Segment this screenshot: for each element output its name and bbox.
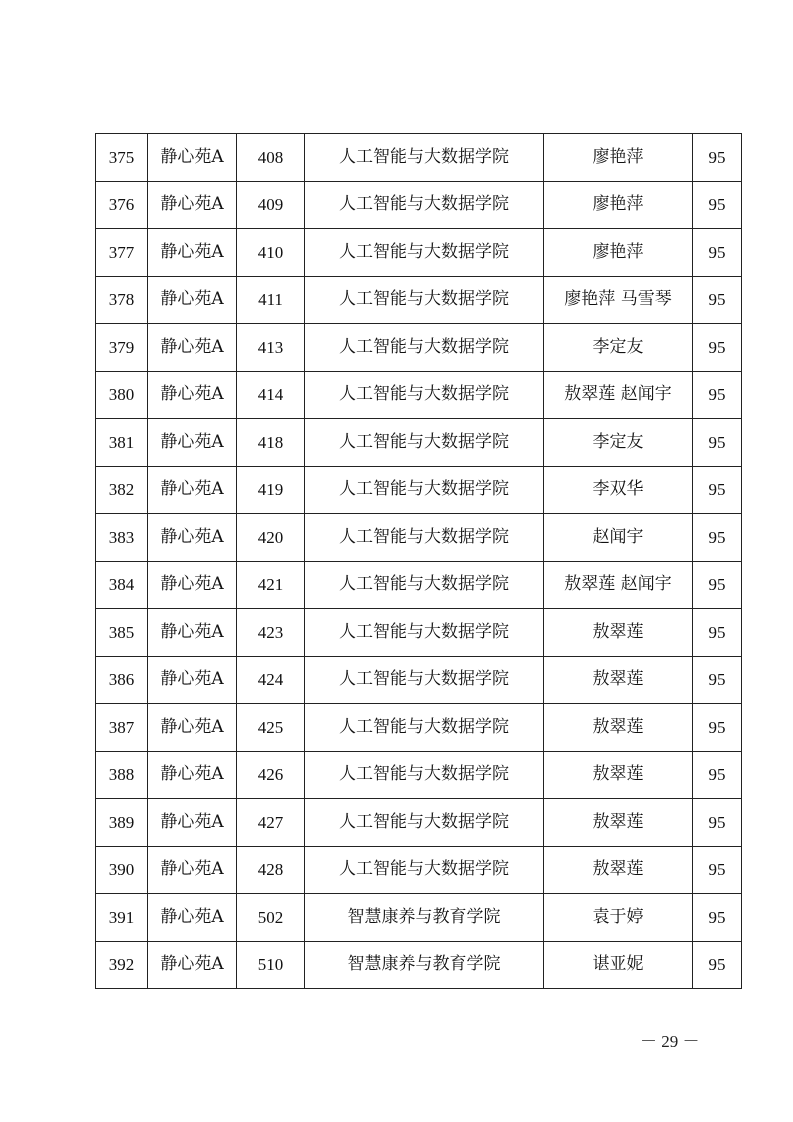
cell-score: 95 bbox=[693, 181, 742, 229]
table-row bbox=[96, 799, 742, 847]
cell-room-number: 424 bbox=[237, 656, 305, 704]
cell-room-number: 408 bbox=[237, 134, 305, 182]
cell-serial-number: 378 bbox=[96, 276, 148, 324]
cell-score: 95 bbox=[693, 276, 742, 324]
cell-college: 人工智能与大数据学院 bbox=[305, 704, 544, 752]
cell-college: 人工智能与大数据学院 bbox=[305, 514, 544, 562]
cell-college: 人工智能与大数据学院 bbox=[305, 134, 544, 182]
cell-room-number: 418 bbox=[237, 419, 305, 467]
cell-serial-number: 375 bbox=[96, 134, 148, 182]
cell-score: 95 bbox=[693, 419, 742, 467]
cell-building: 静心苑A bbox=[148, 799, 237, 847]
cell-score: 95 bbox=[693, 229, 742, 277]
cell-room-number: 409 bbox=[237, 181, 305, 229]
table-row bbox=[96, 656, 742, 704]
table-row bbox=[96, 276, 742, 324]
table-row bbox=[96, 514, 742, 562]
cell-manager: 敖翠莲 bbox=[544, 704, 693, 752]
cell-serial-number: 385 bbox=[96, 609, 148, 657]
cell-college: 人工智能与大数据学院 bbox=[305, 751, 544, 799]
cell-building: 静心苑A bbox=[148, 894, 237, 942]
cell-serial-number: 380 bbox=[96, 371, 148, 419]
cell-manager: 李定友 bbox=[544, 419, 693, 467]
cell-serial-number: 391 bbox=[96, 894, 148, 942]
cell-college: 智慧康养与教育学院 bbox=[305, 941, 544, 989]
cell-building: 静心苑A bbox=[148, 751, 237, 799]
cell-college: 智慧康养与教育学院 bbox=[305, 894, 544, 942]
cell-room-number: 419 bbox=[237, 466, 305, 514]
cell-manager: 廖艳萍 马雪琴 bbox=[544, 276, 693, 324]
cell-manager: 敖翠莲 bbox=[544, 656, 693, 704]
cell-room-number: 421 bbox=[237, 561, 305, 609]
cell-score: 95 bbox=[693, 894, 742, 942]
cell-room-number: 414 bbox=[237, 371, 305, 419]
cell-college: 人工智能与大数据学院 bbox=[305, 181, 544, 229]
table-row bbox=[96, 561, 742, 609]
cell-manager: 敖翠莲 赵闻宇 bbox=[544, 371, 693, 419]
cell-room-number: 411 bbox=[237, 276, 305, 324]
cell-building: 静心苑A bbox=[148, 276, 237, 324]
cell-serial-number: 386 bbox=[96, 656, 148, 704]
cell-score: 95 bbox=[693, 134, 742, 182]
table-row bbox=[96, 846, 742, 894]
table-row bbox=[96, 324, 742, 372]
cell-manager: 敖翠莲 bbox=[544, 751, 693, 799]
cell-room-number: 427 bbox=[237, 799, 305, 847]
cell-serial-number: 381 bbox=[96, 419, 148, 467]
dormitory-score-table bbox=[95, 133, 742, 989]
cell-serial-number: 384 bbox=[96, 561, 148, 609]
table-row bbox=[96, 419, 742, 467]
cell-score: 95 bbox=[693, 846, 742, 894]
cell-college: 人工智能与大数据学院 bbox=[305, 324, 544, 372]
cell-room-number: 428 bbox=[237, 846, 305, 894]
cell-college: 人工智能与大数据学院 bbox=[305, 276, 544, 324]
cell-building: 静心苑A bbox=[148, 561, 237, 609]
cell-building: 静心苑A bbox=[148, 324, 237, 372]
cell-room-number: 423 bbox=[237, 609, 305, 657]
cell-score: 95 bbox=[693, 656, 742, 704]
cell-building: 静心苑A bbox=[148, 514, 237, 562]
cell-serial-number: 390 bbox=[96, 846, 148, 894]
cell-college: 人工智能与大数据学院 bbox=[305, 419, 544, 467]
table-row bbox=[96, 609, 742, 657]
cell-serial-number: 377 bbox=[96, 229, 148, 277]
cell-building: 静心苑A bbox=[148, 846, 237, 894]
table-row bbox=[96, 134, 742, 182]
cell-score: 95 bbox=[693, 609, 742, 657]
cell-score: 95 bbox=[693, 704, 742, 752]
cell-serial-number: 388 bbox=[96, 751, 148, 799]
cell-score: 95 bbox=[693, 466, 742, 514]
table-row bbox=[96, 751, 742, 799]
cell-serial-number: 389 bbox=[96, 799, 148, 847]
table-row bbox=[96, 941, 742, 989]
cell-serial-number: 376 bbox=[96, 181, 148, 229]
table-row bbox=[96, 894, 742, 942]
cell-manager: 廖艳萍 bbox=[544, 181, 693, 229]
cell-college: 人工智能与大数据学院 bbox=[305, 561, 544, 609]
cell-serial-number: 387 bbox=[96, 704, 148, 752]
cell-manager: 谌亚妮 bbox=[544, 941, 693, 989]
cell-manager: 敖翠莲 bbox=[544, 846, 693, 894]
cell-score: 95 bbox=[693, 371, 742, 419]
cell-room-number: 410 bbox=[237, 229, 305, 277]
cell-college: 人工智能与大数据学院 bbox=[305, 656, 544, 704]
cell-serial-number: 382 bbox=[96, 466, 148, 514]
cell-score: 95 bbox=[693, 324, 742, 372]
cell-score: 95 bbox=[693, 751, 742, 799]
cell-manager: 袁于婷 bbox=[544, 894, 693, 942]
cell-college: 人工智能与大数据学院 bbox=[305, 799, 544, 847]
cell-serial-number: 383 bbox=[96, 514, 148, 562]
cell-college: 人工智能与大数据学院 bbox=[305, 371, 544, 419]
table-row bbox=[96, 466, 742, 514]
cell-manager: 李定友 bbox=[544, 324, 693, 372]
cell-building: 静心苑A bbox=[148, 371, 237, 419]
cell-college: 人工智能与大数据学院 bbox=[305, 609, 544, 657]
cell-manager: 赵闻宇 bbox=[544, 514, 693, 562]
cell-serial-number: 392 bbox=[96, 941, 148, 989]
cell-college: 人工智能与大数据学院 bbox=[305, 229, 544, 277]
cell-score: 95 bbox=[693, 561, 742, 609]
cell-building: 静心苑A bbox=[148, 466, 237, 514]
page-number: － 29 － bbox=[640, 1032, 700, 1051]
table-row bbox=[96, 704, 742, 752]
cell-room-number: 413 bbox=[237, 324, 305, 372]
cell-room-number: 425 bbox=[237, 704, 305, 752]
cell-building: 静心苑A bbox=[148, 941, 237, 989]
cell-room-number: 502 bbox=[237, 894, 305, 942]
table-body bbox=[96, 134, 742, 989]
cell-building: 静心苑A bbox=[148, 181, 237, 229]
cell-serial-number: 379 bbox=[96, 324, 148, 372]
cell-manager: 廖艳萍 bbox=[544, 134, 693, 182]
cell-building: 静心苑A bbox=[148, 419, 237, 467]
cell-score: 95 bbox=[693, 514, 742, 562]
cell-college: 人工智能与大数据学院 bbox=[305, 846, 544, 894]
cell-room-number: 426 bbox=[237, 751, 305, 799]
cell-room-number: 510 bbox=[237, 941, 305, 989]
cell-manager: 廖艳萍 bbox=[544, 229, 693, 277]
cell-manager: 敖翠莲 赵闻宇 bbox=[544, 561, 693, 609]
cell-building: 静心苑A bbox=[148, 609, 237, 657]
cell-building: 静心苑A bbox=[148, 656, 237, 704]
cell-building: 静心苑A bbox=[148, 229, 237, 277]
cell-college: 人工智能与大数据学院 bbox=[305, 466, 544, 514]
cell-building: 静心苑A bbox=[148, 134, 237, 182]
table-row bbox=[96, 371, 742, 419]
table-row bbox=[96, 229, 742, 277]
cell-manager: 敖翠莲 bbox=[544, 799, 693, 847]
cell-score: 95 bbox=[693, 941, 742, 989]
cell-building: 静心苑A bbox=[148, 704, 237, 752]
cell-score: 95 bbox=[693, 799, 742, 847]
cell-manager: 敖翠莲 bbox=[544, 609, 693, 657]
cell-room-number: 420 bbox=[237, 514, 305, 562]
table-row bbox=[96, 181, 742, 229]
cell-manager: 李双华 bbox=[544, 466, 693, 514]
